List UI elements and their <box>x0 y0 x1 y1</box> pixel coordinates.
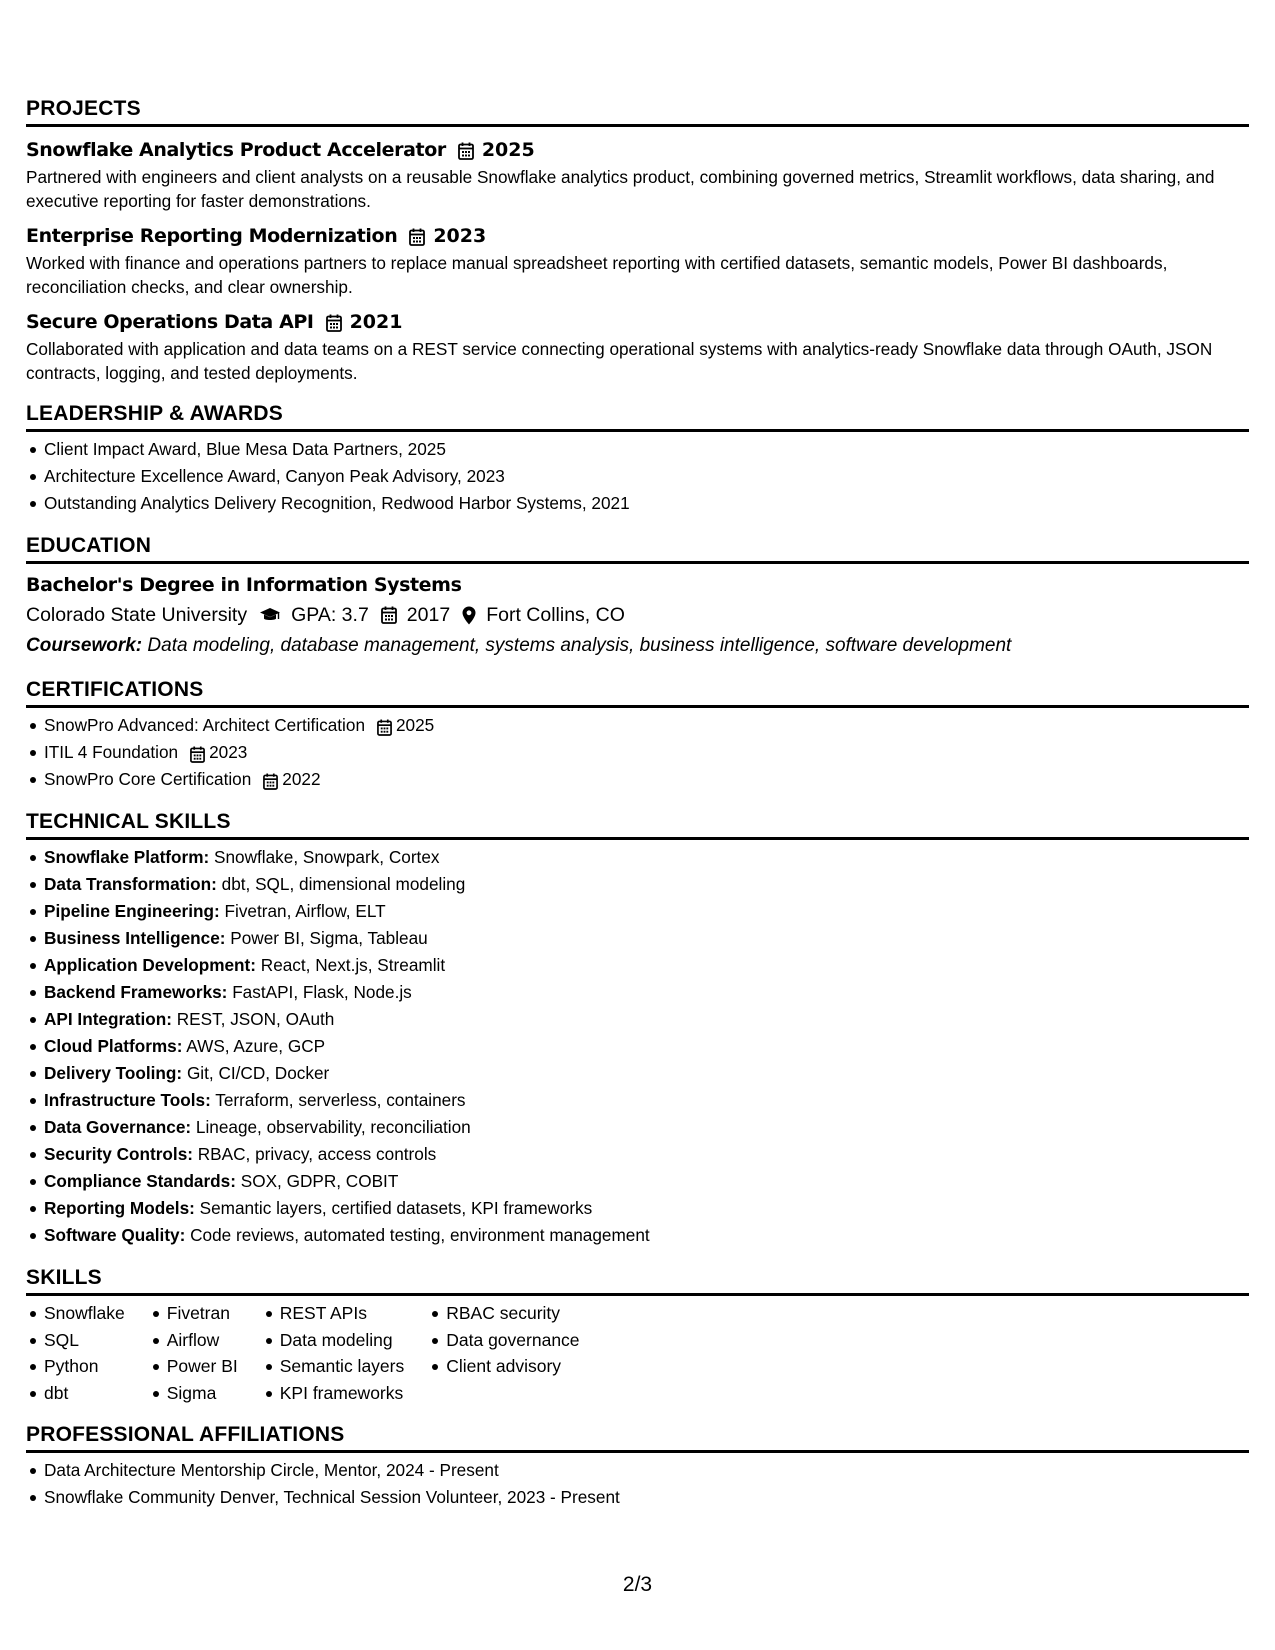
skill-category: Data Governance: <box>44 1117 192 1137</box>
list-item: dbt <box>44 1380 125 1407</box>
list-item <box>44 1060 1249 1087</box>
project-year: 2025 <box>481 139 535 161</box>
calendar-icon <box>377 717 392 734</box>
skill-values: Code reviews, automated testing, environment management <box>190 1225 650 1245</box>
education-section <box>26 533 1249 661</box>
skill-values: Terraform, serverless, containers <box>215 1090 466 1110</box>
list-item: Architecture Excellence Award, Canyon Peak Advisory, 2023 <box>44 463 1249 490</box>
list-item: Snowflake <box>44 1300 125 1327</box>
list-item: Semantic layers <box>280 1353 405 1380</box>
list-item: Data governance <box>446 1327 579 1354</box>
skill-values: Snowflake, Snowpark, Cortex <box>214 847 440 867</box>
coursework-label: Coursework: <box>26 635 143 656</box>
technical-skills-section <box>26 809 1249 1249</box>
skill-values: Lineage, observability, reconciliation <box>195 1117 471 1137</box>
list-item: Client Impact Award, Blue Mesa Data Partners, 2025 <box>44 436 1249 463</box>
list-item <box>44 1141 1249 1168</box>
section-title-skills: SKILLS <box>26 1265 1249 1296</box>
certification-name: SnowPro Core Certification <box>44 769 252 789</box>
project-name: Snowflake Analytics Product Accelerator <box>26 139 446 161</box>
affiliations-section <box>26 1422 1249 1511</box>
skill-values: Semantic layers, certified datasets, KPI frameworks <box>199 1198 593 1218</box>
skill-category: Application Development: <box>44 955 256 975</box>
skill-values: Git, CI/CD, Docker <box>186 1063 330 1083</box>
certification-year: 2022 <box>282 769 321 789</box>
certification-year: 2023 <box>209 742 248 762</box>
skill-values: Power BI, Sigma, Tableau <box>230 928 428 948</box>
technical-skills-list <box>26 844 1249 1249</box>
map-pin-icon <box>462 606 476 625</box>
skill-values: SOX, GDPR, COBIT <box>240 1171 399 1191</box>
list-item: Sigma <box>167 1380 238 1407</box>
list-item <box>44 1195 1249 1222</box>
list-item: Airflow <box>167 1327 238 1354</box>
coursework <box>26 631 1249 661</box>
project-name: Secure Operations Data API <box>26 311 314 333</box>
skill-category: Data Transformation: <box>44 874 217 894</box>
school-name: Colorado State University <box>26 604 248 626</box>
skills-column <box>26 1300 125 1406</box>
project-year: 2021 <box>349 311 403 333</box>
leadership-section <box>26 401 1249 517</box>
skill-values: React, Next.js, Streamlit <box>260 955 446 975</box>
list-item <box>44 979 1249 1006</box>
certifications-list <box>26 712 1249 793</box>
skill-category: Delivery Tooling: <box>44 1063 183 1083</box>
skill-category: Security Controls: <box>44 1144 193 1164</box>
list-item: RBAC security <box>446 1300 579 1327</box>
calendar-icon <box>381 606 397 624</box>
list-item <box>44 1222 1249 1249</box>
calendar-icon <box>190 744 205 761</box>
skill-category: Business Intelligence: <box>44 928 226 948</box>
projects-section <box>26 96 1249 385</box>
project-description: Partnered with engineers and client analysts on a reusable Snowflake analytics product, combining governed metrics, Streamlit workflows, data sharing, and executive reporting for faster demonstrations. <box>26 167 1215 211</box>
list-item <box>44 844 1249 871</box>
calendar-icon <box>263 771 278 788</box>
gpa: GPA: 3.7 <box>291 604 369 626</box>
project-year: 2023 <box>433 225 487 247</box>
affiliations-list <box>26 1457 1249 1511</box>
certification-year: 2025 <box>396 715 435 735</box>
skills-column <box>262 1300 405 1406</box>
project-item <box>26 223 1249 299</box>
education-details <box>26 600 1249 630</box>
list-item <box>44 1033 1249 1060</box>
skill-category: Cloud Platforms: <box>44 1036 183 1056</box>
graduation-year: 2017 <box>406 604 451 626</box>
skill-category: Infrastructure Tools: <box>44 1090 211 1110</box>
skill-category: Backend Frameworks: <box>44 982 228 1002</box>
degree-title: Bachelor's Degree in Information Systems <box>26 574 462 596</box>
list-item: Python <box>44 1353 125 1380</box>
calendar-icon <box>409 227 425 245</box>
section-title-leadership: LEADERSHIP & AWARDS <box>26 401 1249 432</box>
skills-column <box>428 1300 579 1406</box>
list-item: Power BI <box>167 1353 238 1380</box>
skill-category: Snowflake Platform: <box>44 847 210 867</box>
list-item <box>44 1114 1249 1141</box>
list-item: Client advisory <box>446 1353 579 1380</box>
section-title-education: EDUCATION <box>26 533 1249 564</box>
list-item: REST APIs <box>280 1300 405 1327</box>
skill-values: AWS, Azure, GCP <box>186 1036 326 1056</box>
school-location: Fort Collins, CO <box>486 604 625 626</box>
skill-values: REST, JSON, OAuth <box>176 1009 335 1029</box>
skill-category: Reporting Models: <box>44 1198 195 1218</box>
skill-values: FastAPI, Flask, Node.js <box>232 982 412 1002</box>
list-item: Data Architecture Mentorship Circle, Mentor, 2024 - Present <box>44 1457 1249 1484</box>
project-item <box>26 137 1249 213</box>
list-item: SQL <box>44 1327 125 1354</box>
skill-category: Compliance Standards: <box>44 1171 236 1191</box>
skill-values: dbt, SQL, dimensional modeling <box>221 874 466 894</box>
certifications-section <box>26 677 1249 793</box>
project-item <box>26 309 1249 385</box>
list-item <box>44 739 1249 766</box>
section-title-certifications: CERTIFICATIONS <box>26 677 1249 708</box>
list-item: Snowflake Community Denver, Technical Session Volunteer, 2023 - Present <box>44 1484 1249 1511</box>
skill-category: Software Quality: <box>44 1225 186 1245</box>
skill-values: Fivetran, Airflow, ELT <box>224 901 386 921</box>
calendar-icon <box>326 313 342 331</box>
skill-values: RBAC, privacy, access controls <box>197 1144 437 1164</box>
list-item: Data modeling <box>280 1327 405 1354</box>
skill-category: Pipeline Engineering: <box>44 901 220 921</box>
list-item <box>44 952 1249 979</box>
list-item: KPI frameworks <box>280 1380 405 1407</box>
page-number: 2/3 <box>622 1573 653 1596</box>
project-name: Enterprise Reporting Modernization <box>26 225 398 247</box>
skills-section <box>26 1265 1249 1406</box>
awards-list <box>26 436 1249 517</box>
certification-name: SnowPro Advanced: Architect Certification <box>44 715 365 735</box>
list-item <box>44 766 1249 793</box>
certification-name: ITIL 4 Foundation <box>44 742 179 762</box>
list-item <box>44 1006 1249 1033</box>
list-item <box>44 1087 1249 1114</box>
list-item: Fivetran <box>167 1300 238 1327</box>
list-item <box>44 925 1249 952</box>
skill-category: API Integration: <box>44 1009 172 1029</box>
list-item <box>44 898 1249 925</box>
section-title-projects: PROJECTS <box>26 96 1249 127</box>
section-title-affiliations: PROFESSIONAL AFFILIATIONS <box>26 1422 1249 1453</box>
list-item <box>44 712 1249 739</box>
skills-columns <box>26 1300 1249 1406</box>
project-description: Collaborated with application and data teams on a REST service connecting operational systems with analytics-ready Snowflake data through OAuth, JSON contracts, logging, and tested deployments. <box>26 339 1213 383</box>
project-description: Worked with finance and operations partners to replace manual spreadsheet reporting with certified datasets, semantic models, Power BI dashboards, reconciliation checks, and clear ownership. <box>26 253 1168 297</box>
section-title-technical-skills: TECHNICAL SKILLS <box>26 809 1249 840</box>
list-item <box>44 1168 1249 1195</box>
skills-column <box>149 1300 238 1406</box>
list-item: Outstanding Analytics Delivery Recognition, Redwood Harbor Systems, 2021 <box>44 490 1249 517</box>
list-item <box>44 871 1249 898</box>
coursework-list: Data modeling, database management, systems analysis, business intelligence, software development <box>147 635 1012 656</box>
graduation-cap-icon <box>259 607 281 623</box>
calendar-icon <box>458 141 474 159</box>
